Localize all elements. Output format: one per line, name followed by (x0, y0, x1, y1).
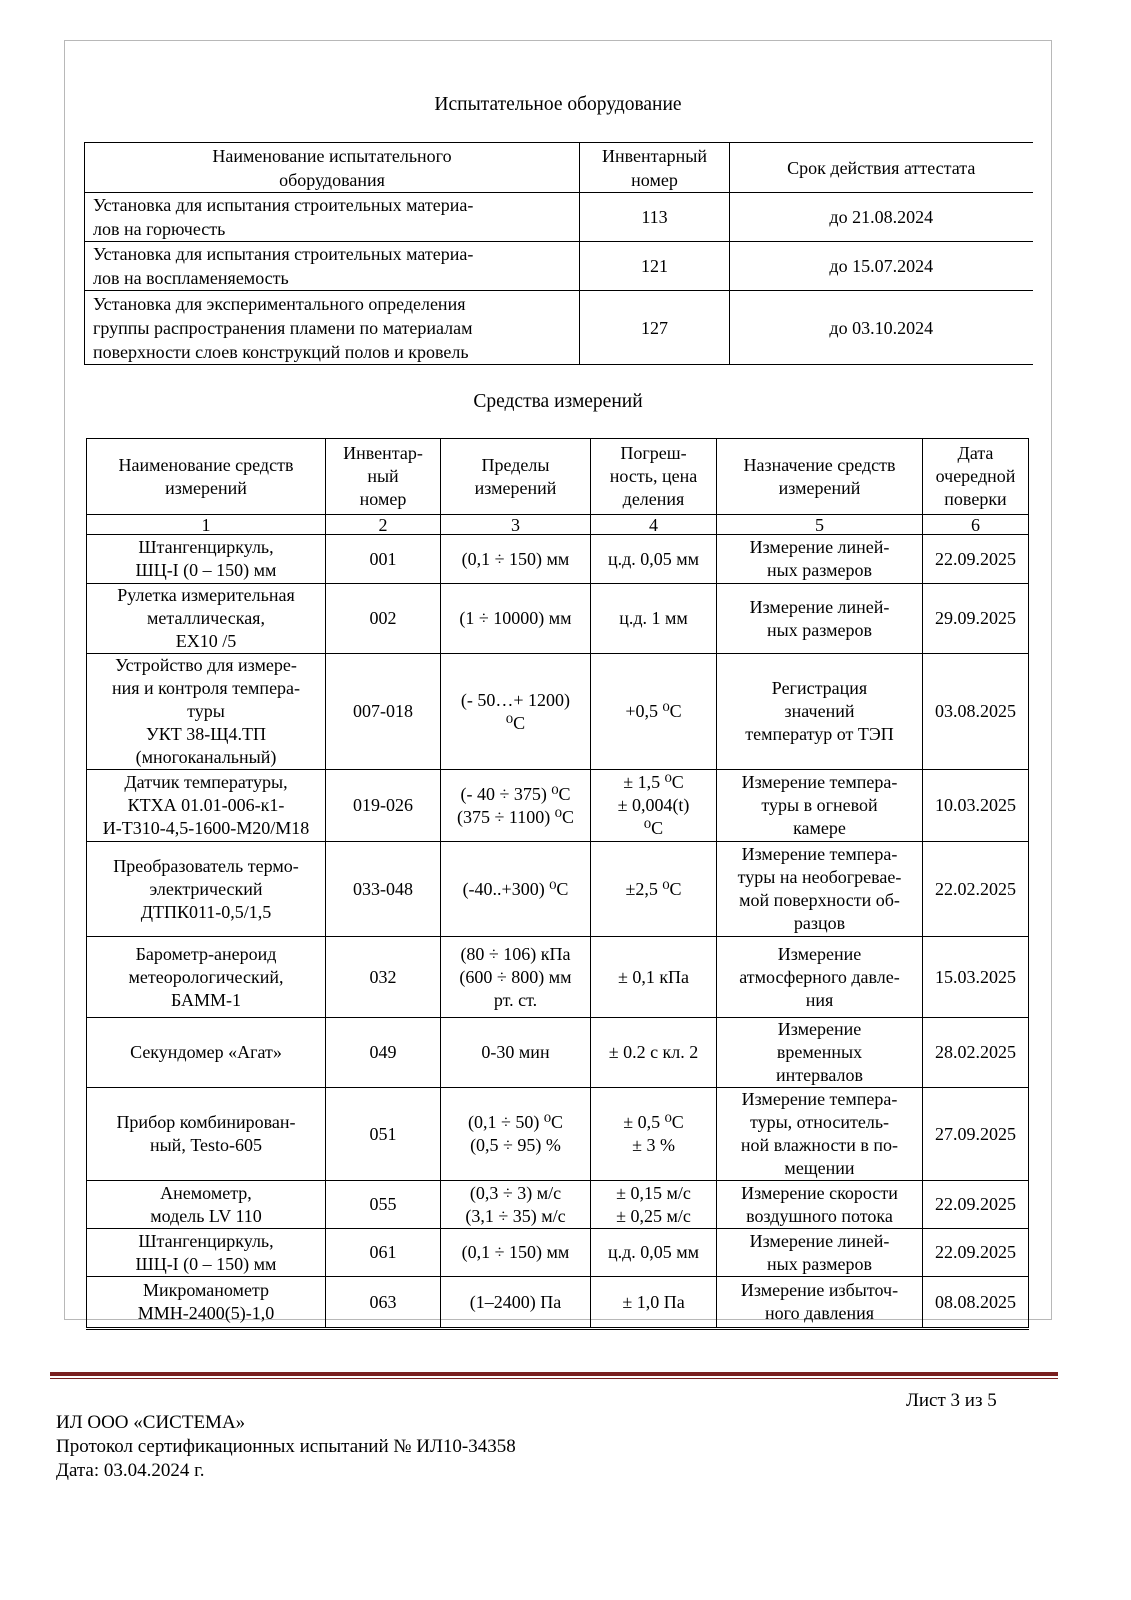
measurement-range: (- 50…+ 1200) ⁰C (441, 654, 591, 770)
header-certificate-validity: Срок действия аттестата (730, 143, 1033, 193)
column-number: 2 (326, 515, 441, 535)
measurement-range: (80 ÷ 106) кПа (600 ÷ 800) мм рт. ст. (441, 937, 591, 1018)
measurement-range: (0,1 ÷ 50) ⁰C (0,5 ÷ 95) % (441, 1088, 591, 1181)
header-measurement-range: Пределы измерений (441, 439, 591, 515)
measurement-range: (0,3 ÷ 3) м/с (3,1 ÷ 35) м/с (441, 1181, 591, 1229)
column-number: 1 (87, 515, 326, 535)
instrument-name: Микроманометр ММН-2400(5)-1,0 (87, 1277, 326, 1329)
verification-date: 29.09.2025 (923, 584, 1029, 654)
verification-date: 22.09.2025 (923, 1229, 1029, 1277)
measurement-range: (1–2400) Па (441, 1277, 591, 1329)
table-row (87, 654, 1029, 770)
inventory-number: 051 (326, 1088, 441, 1181)
verification-date: 22.02.2025 (923, 842, 1029, 937)
equipment-header-row (85, 143, 1033, 193)
verification-date: 08.08.2025 (923, 1277, 1029, 1329)
table-row (87, 1277, 1029, 1329)
instrument-name: Штангенциркуль, ШЦ-I (0 – 150) мм (87, 535, 326, 584)
certificate-validity: до 15.07.2024 (730, 242, 1033, 291)
inventory-number: 007-018 (326, 654, 441, 770)
page-number: Лист 3 из 5 (906, 1390, 997, 1411)
measurement-range: (0,1 ÷ 150) мм (441, 535, 591, 584)
header-purpose: Назначение средств измерений (717, 439, 923, 515)
column-numbers-row (87, 515, 1029, 535)
purpose: Измерение темпера- туры в огневой камере (717, 770, 923, 842)
equipment-name: Установка для экспериментального определения группы распространения пламени по материалам поверхности слоев конструкций полов и кровель (85, 291, 580, 365)
verification-date: 22.09.2025 (923, 535, 1029, 584)
verification-date: 10.03.2025 (923, 770, 1029, 842)
footer-block (56, 1411, 516, 1483)
accuracy: ± 1,0 Па (591, 1277, 717, 1329)
accuracy: ± 0,15 м/с ± 0,25 м/с (591, 1181, 717, 1229)
table-row (87, 1088, 1029, 1181)
instrument-name: Барометр-анероид метеорологический, БАММ-1 (87, 937, 326, 1018)
instrument-name: Устройство для измере- ния и контроля темпера- туры УКТ 38-Щ4.ТП (многоканальный) (87, 654, 326, 770)
table-row (87, 937, 1029, 1018)
table-row (87, 535, 1029, 584)
inventory-number: 019-026 (326, 770, 441, 842)
verification-date: 27.09.2025 (923, 1088, 1029, 1181)
inventory-number: 121 (580, 242, 730, 291)
organization-name: ИЛ ООО «СИСТЕМА» (56, 1412, 246, 1433)
purpose: Измерение темпера- туры, относитель- ной влажности в по- мещении (717, 1088, 923, 1181)
verification-date: 28.02.2025 (923, 1018, 1029, 1088)
purpose: Измерение атмосферного давле- ния (717, 937, 923, 1018)
table-row (85, 242, 1033, 291)
header-instrument-name: Наименование средств измерений (87, 439, 326, 515)
measurement-range: (1 ÷ 10000) мм (441, 584, 591, 654)
purpose: Измерение избыточ- ного давления (717, 1277, 923, 1329)
equipment-table (84, 142, 1033, 365)
accuracy: ±2,5 ⁰C (591, 842, 717, 937)
equipment-name: Установка для испытания строительных материа- лов на горючесть (85, 193, 580, 242)
column-number: 6 (923, 515, 1029, 535)
accuracy: ц.д. 0,05 мм (591, 1229, 717, 1277)
purpose: Измерение линей- ных размеров (717, 535, 923, 584)
purpose: Измерение линей- ных размеров (717, 584, 923, 654)
measurement-range: (0,1 ÷ 150) мм (441, 1229, 591, 1277)
verification-date: 15.03.2025 (923, 937, 1029, 1018)
table-row (87, 1181, 1029, 1229)
measurement-range: (-40..+300) ⁰C (441, 842, 591, 937)
table-row (87, 1229, 1029, 1277)
inventory-number: 113 (580, 193, 730, 242)
accuracy: +0,5 ⁰C (591, 654, 717, 770)
table-row (87, 842, 1029, 937)
verification-date: 03.08.2025 (923, 654, 1029, 770)
accuracy: ± 0.2 с кл. 2 (591, 1018, 717, 1088)
column-number: 5 (717, 515, 923, 535)
inventory-number: 063 (326, 1277, 441, 1329)
purpose: Регистрация значений температур от ТЭП (717, 654, 923, 770)
inventory-number: 002 (326, 584, 441, 654)
table-row (87, 1018, 1029, 1088)
header-inventory-number: Инвентар- ный номер (326, 439, 441, 515)
measurement-range: (- 40 ÷ 375) ⁰C (375 ÷ 1100) ⁰C (441, 770, 591, 842)
inventory-number: 055 (326, 1181, 441, 1229)
protocol-number: Протокол сертификационных испытаний № ИЛ10-34358 (56, 1436, 516, 1457)
accuracy: ц.д. 1 мм (591, 584, 717, 654)
table-row (85, 193, 1033, 242)
header-equipment-name: Наименование испытательного оборудования (85, 143, 580, 193)
inventory-number: 127 (580, 291, 730, 365)
table-row (85, 291, 1033, 365)
purpose: Измерение темпера- туры на необогревае- мой поверхности об- разцов (717, 842, 923, 937)
accuracy: ± 0,5 ⁰C ± 3 % (591, 1088, 717, 1181)
instrument-name: Анемометр, модель LV 110 (87, 1181, 326, 1229)
equipment-name: Установка для испытания строительных материа- лов на воспламеняемость (85, 242, 580, 291)
instrument-name: Рулетка измерительная металлическая, EX10 /5 (87, 584, 326, 654)
purpose: Измерение скорости воздушного потока (717, 1181, 923, 1229)
inventory-number: 049 (326, 1018, 441, 1088)
inventory-number: 032 (326, 937, 441, 1018)
certificate-validity: до 21.08.2024 (730, 193, 1033, 242)
footer-divider (50, 1372, 1058, 1379)
instrument-name: Преобразователь термо- электрический ДТПК011-0,5/1,5 (87, 842, 326, 937)
certificate-validity: до 03.10.2024 (730, 291, 1033, 365)
instrument-name: Штангенциркуль, ШЦ-I (0 – 150) мм (87, 1229, 326, 1277)
purpose: Измерение временных интервалов (717, 1018, 923, 1088)
inventory-number: 061 (326, 1229, 441, 1277)
verification-date: 22.09.2025 (923, 1181, 1029, 1229)
purpose: Измерение линей- ных размеров (717, 1229, 923, 1277)
instruments-title: Средства измерений (473, 391, 643, 412)
inventory-number: 033-048 (326, 842, 441, 937)
column-number: 4 (591, 515, 717, 535)
measurement-range: 0-30 мин (441, 1018, 591, 1088)
accuracy: ± 1,5 ⁰C ± 0,004(t) ⁰C (591, 770, 717, 842)
inventory-number: 001 (326, 535, 441, 584)
header-accuracy: Погреш- ность, цена деления (591, 439, 717, 515)
instruments-table (86, 438, 1029, 1330)
instruments-header-row (87, 439, 1029, 515)
instrument-name: Прибор комбинирован- ный, Testo-605 (87, 1088, 326, 1181)
column-number: 3 (441, 515, 591, 535)
equipment-title: Испытательное оборудование (434, 94, 682, 115)
instrument-name: Датчик температуры, КТХА 01.01-006-к1- И-Т310-4,5-1600-М20/М18 (87, 770, 326, 842)
header-inventory-number: Инвентарный номер (580, 143, 730, 193)
table-row (87, 770, 1029, 842)
table-row (87, 584, 1029, 654)
protocol-date: Дата: 03.04.2024 г. (56, 1460, 205, 1481)
instrument-name: Секундомер «Агат» (87, 1018, 326, 1088)
accuracy: ± 0,1 кПа (591, 937, 717, 1018)
accuracy: ц.д. 0,05 мм (591, 535, 717, 584)
header-next-verification-date: Дата очередной поверки (923, 439, 1029, 515)
